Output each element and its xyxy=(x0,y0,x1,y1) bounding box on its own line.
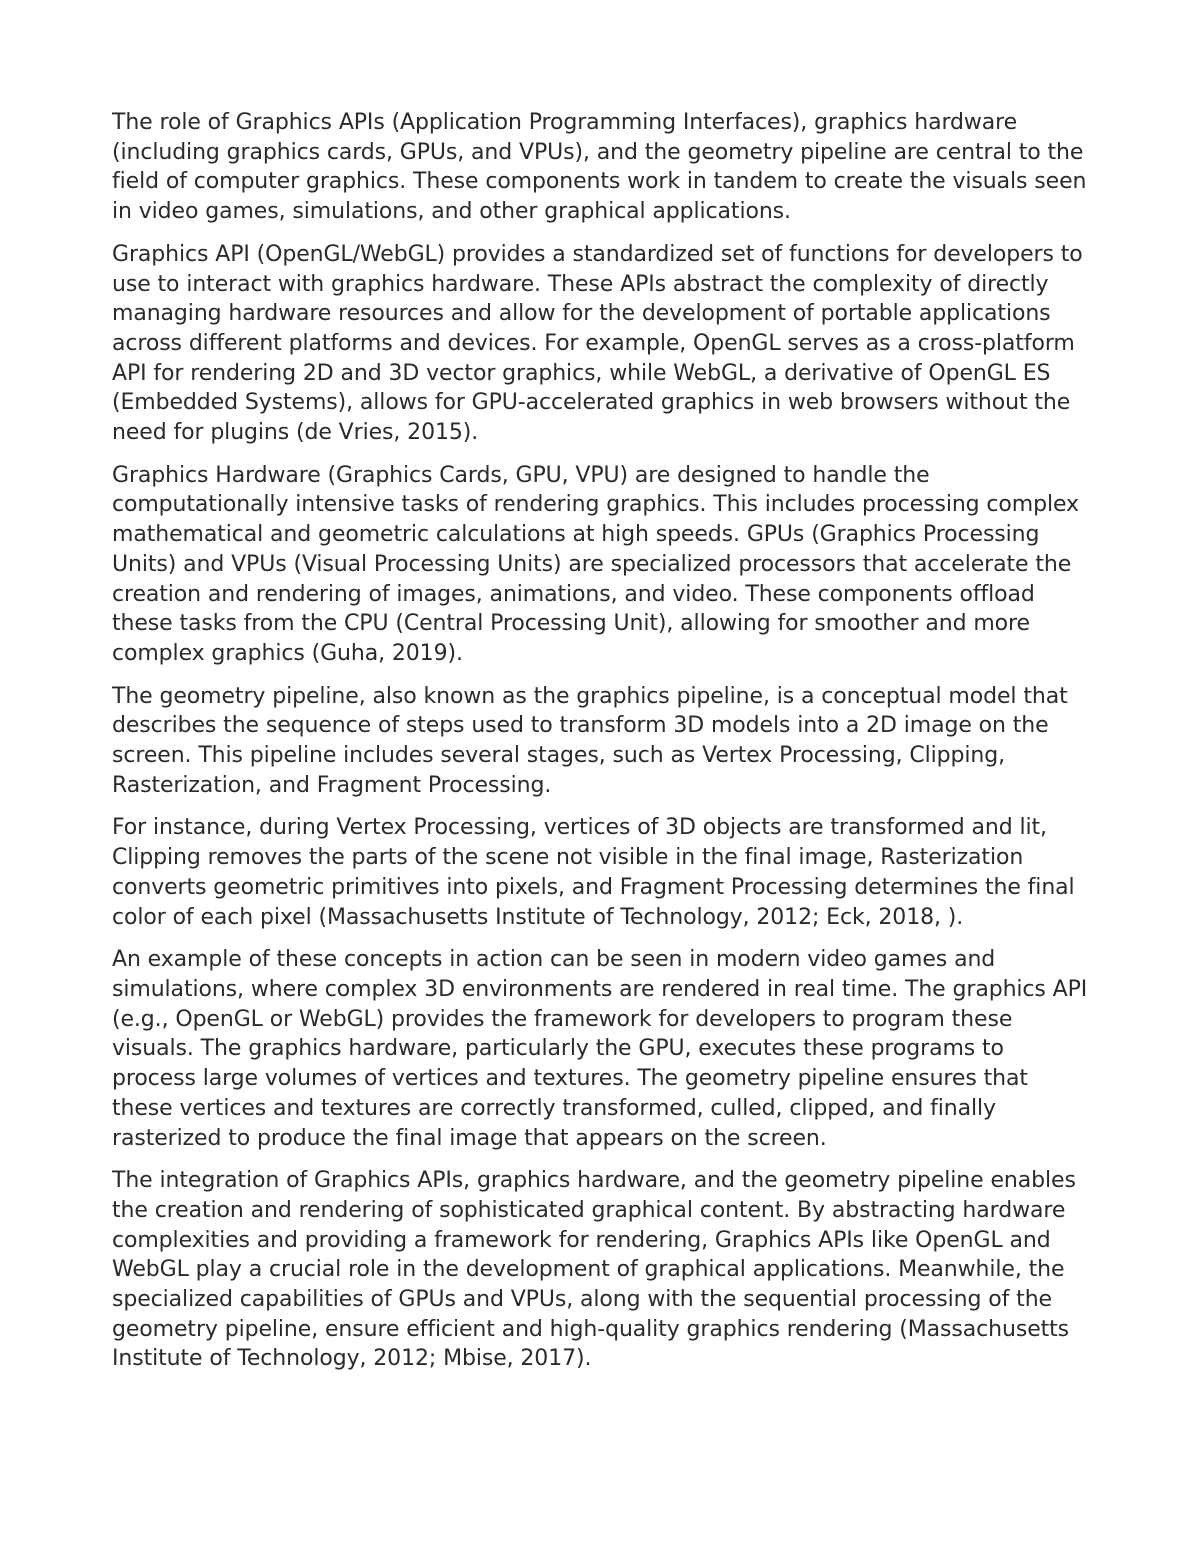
document-body xyxy=(112,108,1092,1387)
paragraph-conclusion: The integration of Graphics APIs, graphics hardware, and the geometry pipeline enables the creation and rendering of sophisticated graphical content. By abstracting hardware complexities and providing a framework for rendering, Graphics APIs like OpenGL and WebGL play a crucial role in the development of graphical applications. Meanwhile, the specialized capabilities of GPUs and VPUs, along with the sequential processing of the geometry pipeline, ensure efficient and high-quality graphics rendering (Massachusetts Institute of Technology, 2012; Mbise, 2017). xyxy=(112,1168,1076,1372)
paragraph-graphics-hardware: Graphics Hardware (Graphics Cards, GPU, VPU) are designed to handle the computationally intensive tasks of rendering graphics. This includes processing complex mathematical and geometric calculations at high speeds. GPUs (Graphics Processing Units) and VPUs (Visual Processing Units) are specialized processors that accelerate the creation and rendering of images, animations, and video. These components offload these tasks from the CPU (Central Processing Unit), allowing for smoother and more complex graphics (Guha, 2019). xyxy=(112,462,1079,666)
paragraph-intro: The role of Graphics APIs (Application Programming Interfaces), graphics hardware (including graphics cards, GPUs, and VPUs), and the geometry pipeline are central to the field of computer graphics. These components work in tandem to create the visuals seen in video games, simulations, and other graphical applications. xyxy=(112,110,1087,225)
paragraph-pipeline-stages: For instance, during Vertex Processing, vertices of 3D objects are transformed and lit, Clipping removes the parts of the scene not visible in the final image, Rasterization converts geometric primitives into pixels, and Fragment Processing determines the final color of each pixel (Massachusetts Institute of Technology, 2012; Eck, 2018, ). xyxy=(112,815,1075,930)
paragraph-example: An example of these concepts in action can be seen in modern video games and simulations, where complex 3D environments are rendered in real time. The graphics API (e.g., OpenGL or WebGL) provides the framework for developers to program these visuals. The graphics hardware, particularly the GPU, executes these programs to process large volumes of vertices and textures. The geometry pipeline ensures that these vertices and textures are correctly transformed, culled, clipped, and finally rasterized to produce the final image that appears on the screen. xyxy=(112,947,1088,1151)
paragraph-graphics-api: Graphics API (OpenGL/WebGL) provides a standardized set of functions for developers to use to interact with graphics hardware. These APIs abstract the complexity of directly managing hardware resources and allow for the development of portable applications across different platforms and devices. For example, OpenGL serves as a cross-platform API for rendering 2D and 3D vector graphics, while WebGL, a derivative of OpenGL ES (Embedded Systems), allows for GPU-accelerated graphics in web browsers without the need for plugins (de Vries, 2015). xyxy=(112,241,1083,446)
paragraph-geometry-pipeline: The geometry pipeline, also known as the graphics pipeline, is a conceptual model that describes the sequence of steps used to transform 3D models into a 2D image on the screen. This pipeline includes several stages, such as Vertex Processing, Clipping, Rasterization, and Fragment Processing. xyxy=(112,683,1068,798)
